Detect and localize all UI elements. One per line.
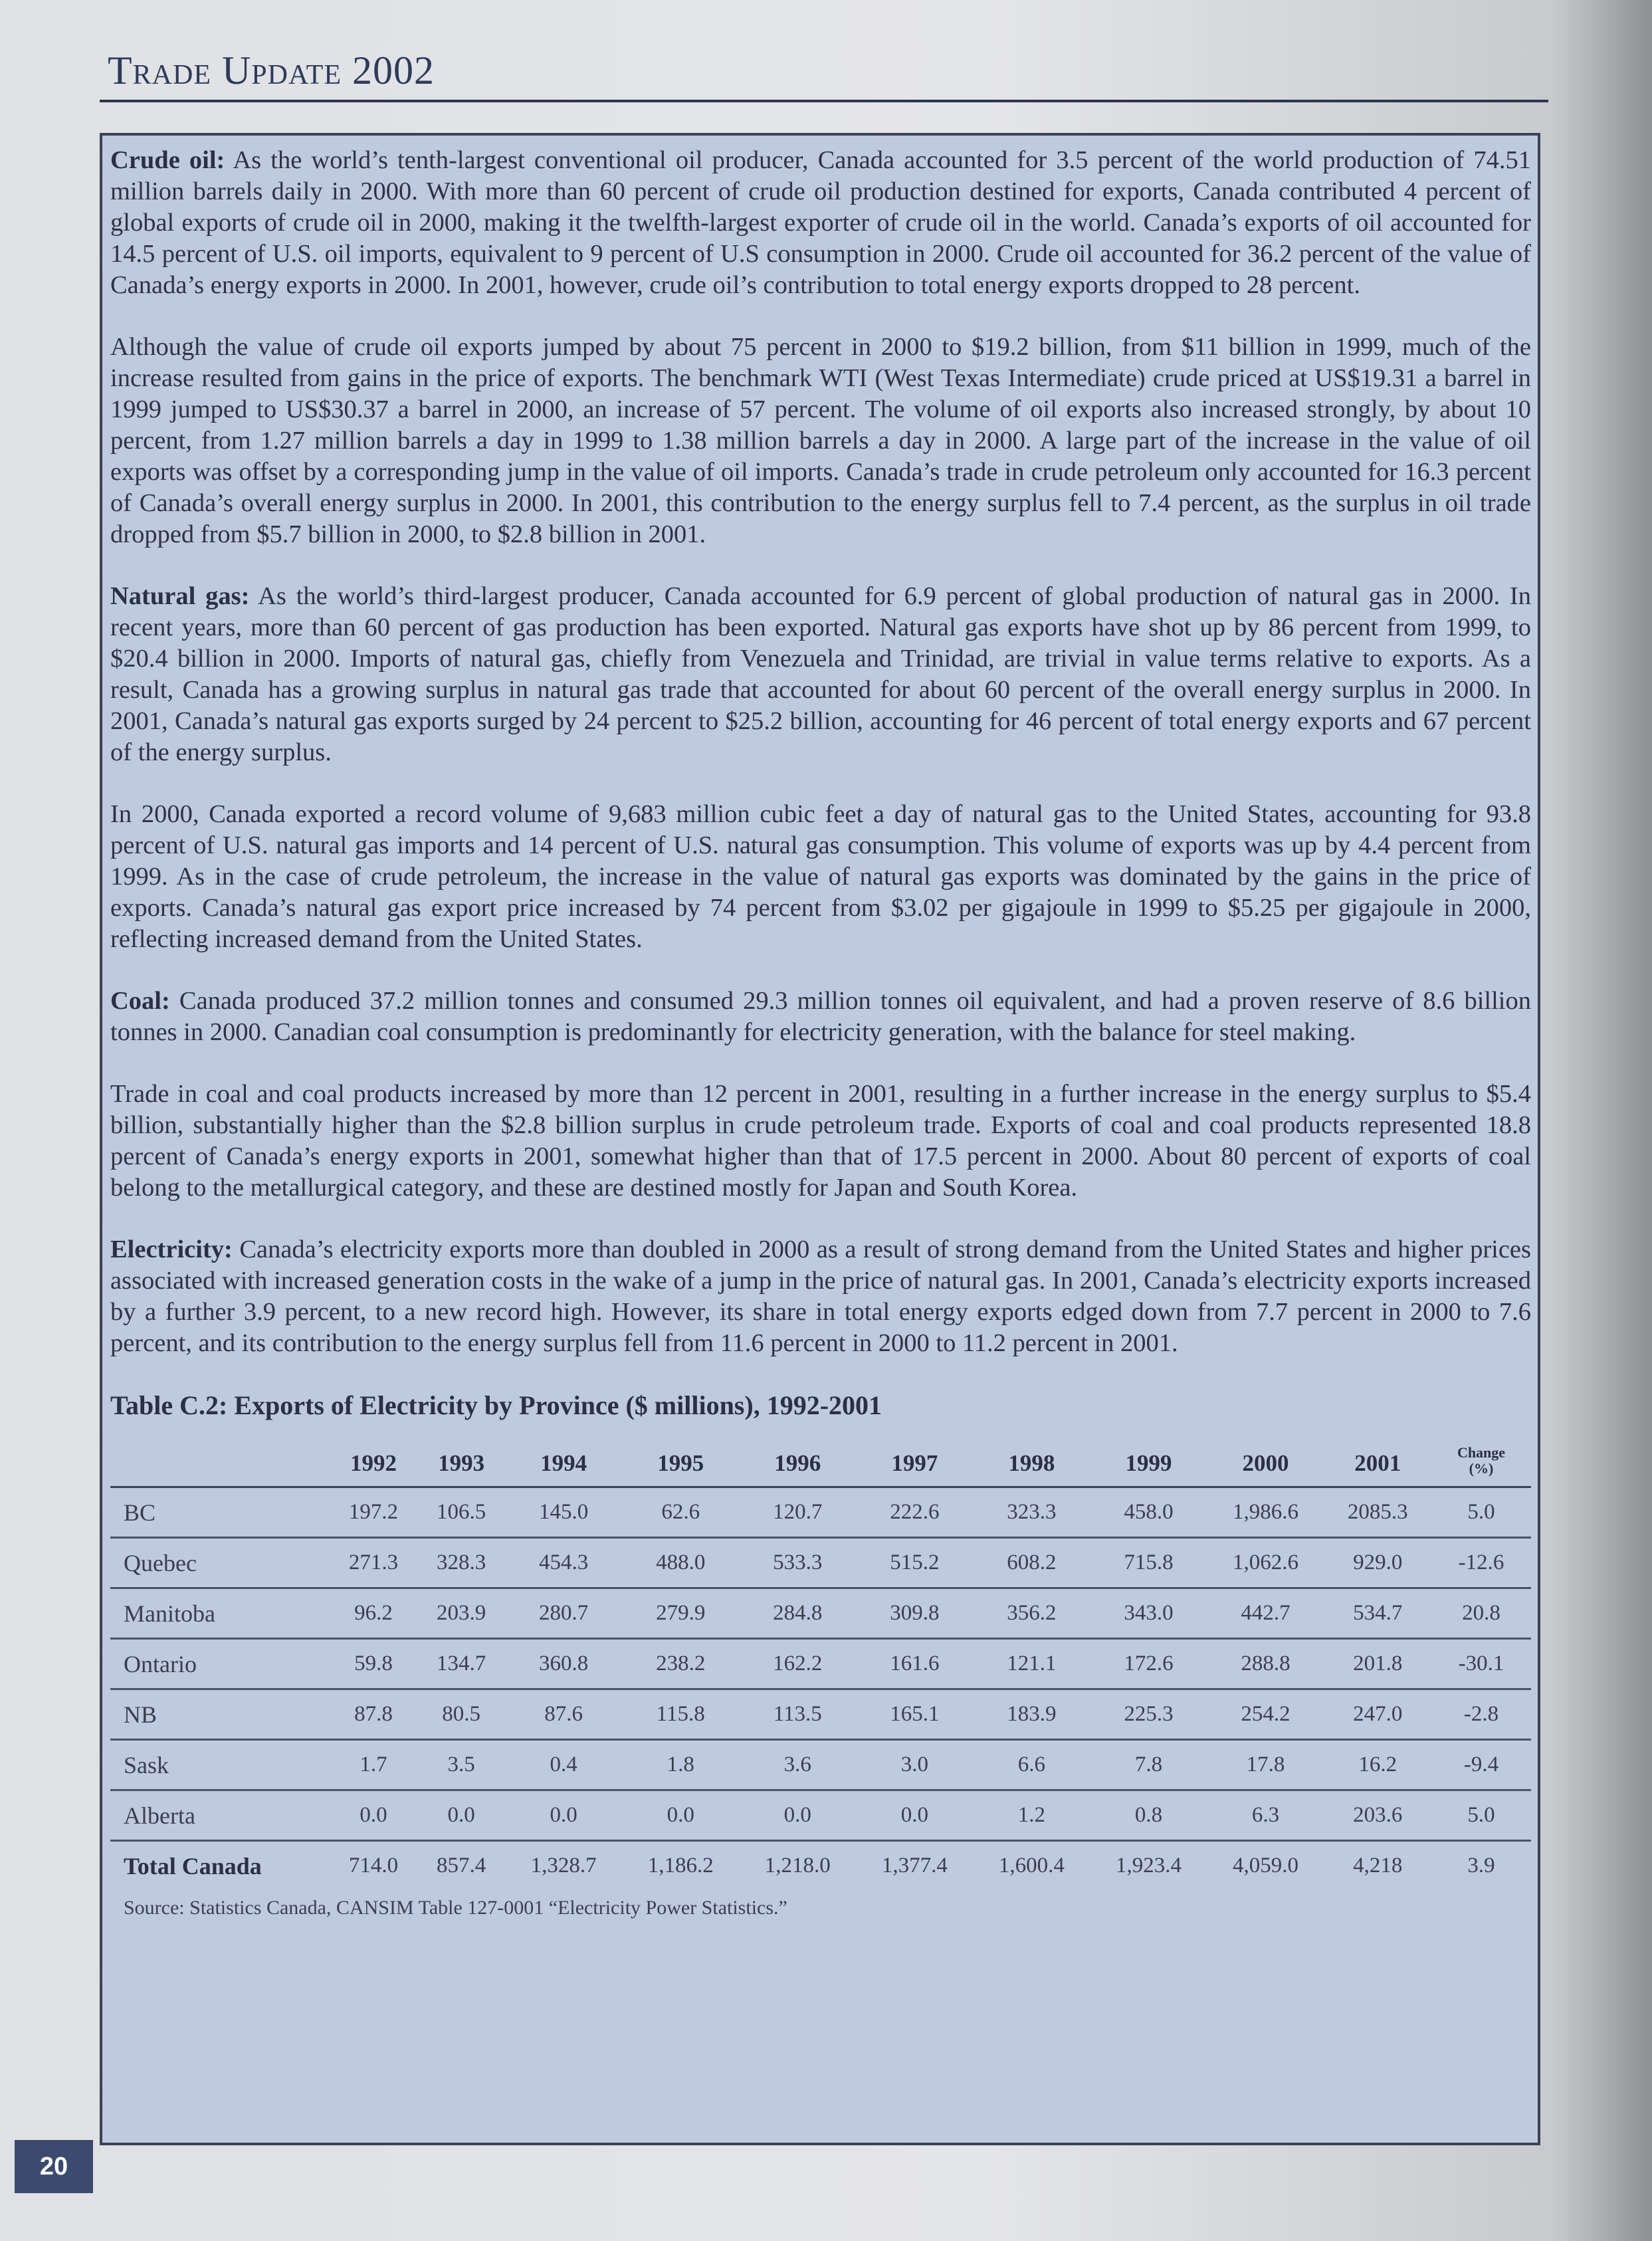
value-cell: 356.2 — [973, 1588, 1090, 1639]
paragraph — [110, 332, 1531, 550]
value-cell: 1,923.4 — [1115, 1854, 1182, 1877]
value-cell: 0.0 — [856, 1790, 973, 1841]
value-cell: 4,059.0 — [1233, 1854, 1298, 1877]
value-cell: 442.7 — [1207, 1588, 1324, 1639]
value-cell: 121.1 — [973, 1639, 1090, 1689]
change-cell: 5.0 — [1431, 1487, 1531, 1538]
column-header: 1998 — [973, 1438, 1090, 1487]
change-header-line: Change — [1457, 1444, 1506, 1461]
table-header-row — [110, 1438, 1531, 1487]
value-cell: 3.5 — [417, 1740, 505, 1790]
value-cell: 1,377.4 — [881, 1854, 948, 1877]
value-cell: 6.6 — [973, 1740, 1090, 1790]
value-cell: 197.2 — [330, 1487, 417, 1538]
paragraph-text: In 2000, Canada exported a record volume of 9,683 million cubic feet a day of natural gas to the United States, accounting for 93.8 percent of U.S. natural gas imports and 14 percent of U.S. natural gas consumption. This volume of exports was up by 4.4 percent from 1999. As in the case of crude petroleum, the increase in the value of natural gas exports was dominated by the gains in the price of exports. Canada’s natural gas export price increased by 74 percent from $3.02 per gigajoule in 1999 to $5.25 per gigajoule in 2000, reflecting increased demand from the United States. — [110, 800, 1531, 953]
value-cell: 309.8 — [856, 1588, 973, 1639]
value-cell: 1,986.6 — [1207, 1487, 1324, 1538]
value-cell: 1,600.4 — [998, 1854, 1065, 1877]
table-corner-cell — [110, 1438, 330, 1487]
value-cell: 87.6 — [505, 1689, 622, 1740]
paragraph-lead: Crude oil: — [110, 146, 225, 174]
value-cell: 4,218 — [1353, 1854, 1403, 1877]
value-cell: 280.7 — [505, 1588, 622, 1639]
column-header: 1992 — [330, 1438, 417, 1487]
value-cell: 161.6 — [856, 1639, 973, 1689]
paragraph-text: Canada produced 37.2 million tonnes and consumed 29.3 million tonnes oil equivalent, and had a proven reserve of 8.6 billion tonnes in 2000. Canadian coal consumption is predominantly for electricity generation, with the balance for steel making. — [110, 987, 1531, 1046]
value-cell: 279.9 — [622, 1588, 739, 1639]
value-cell: 1,062.6 — [1207, 1538, 1324, 1588]
table-title: Table C.2: Exports of Electricity by Province ($ millions), 1992-2001 — [110, 1390, 882, 1420]
table-row — [110, 1538, 1531, 1588]
paragraph-text: Trade in coal and coal products increased by more than 12 percent in 2001, resulting in a further increase in the energy surplus to $5.4 billion, substantially higher than the $2.8 billion surplus in crude petroleum trade. Exports of coal and coal products represented 18.8 percent of Canada’s energy exports in 2001, somewhat higher than that of 17.5 percent in 2000. About 80 percent of exports of coal belong to the metallurgical category, and these are destined mostly for Japan and South Korea. — [110, 1080, 1531, 1202]
value-cell: 715.8 — [1090, 1538, 1207, 1588]
value-cell: 1,186.2 — [647, 1854, 714, 1877]
province-cell: Alberta — [110, 1790, 330, 1841]
change-cell: 5.0 — [1431, 1790, 1531, 1841]
change-cell: -30.1 — [1431, 1639, 1531, 1689]
paragraph — [110, 986, 1531, 1048]
paragraph-text: As the world’s third-largest producer, Canada accounted for 6.9 percent of global production of natural gas in 2000. In recent years, more than 60 percent of gas production has been exported. Natural gas exports have shot up by 86 percent from 1999, to $20.4 billion in 2000. Imports of natural gas, chiefly from Venezuela and Trinidad, are trivial in value terms relative to exports. As a result, Canada has a growing surplus in natural gas trade that accounted for about 60 percent of the overall energy surplus in 2000. In 2001, Canada’s natural gas exports surged by 24 percent to $25.2 billion, accounting for 46 percent of total energy exports and 67 percent of the energy surplus. — [110, 582, 1532, 766]
column-header: 2001 — [1324, 1438, 1431, 1487]
value-cell: 323.3 — [973, 1487, 1090, 1538]
value-cell: 534.7 — [1324, 1588, 1431, 1639]
table-row — [110, 1740, 1531, 1790]
value-cell: 0.0 — [739, 1790, 856, 1841]
value-cell: 238.2 — [622, 1639, 739, 1689]
table-row — [110, 1639, 1531, 1689]
province-cell: BC — [110, 1487, 330, 1538]
value-cell: 3.6 — [739, 1740, 856, 1790]
change-cell: 20.8 — [1431, 1588, 1531, 1639]
paragraph — [110, 1234, 1531, 1359]
value-cell: 6.3 — [1207, 1790, 1324, 1841]
value-cell: 106.5 — [417, 1487, 505, 1538]
value-cell: 0.8 — [1090, 1790, 1207, 1841]
value-cell: 113.5 — [739, 1689, 856, 1740]
value-cell: 284.8 — [739, 1588, 856, 1639]
paragraph-lead: Natural gas: — [110, 582, 250, 610]
running-header: Trade Update 2002 — [108, 49, 435, 92]
paragraph — [110, 1079, 1531, 1204]
paragraph-text: Although the value of crude oil exports jumped by about 75 percent in 2000 to $19.2 billion, from $11 billion in 1999, much of the increase resulted from gains in the price of exports. The benchmark WTI (West Texas Intermediate) crude priced at US$19.31 a barrel in 1999 jumped to US$30.37 a barrel in 2000, an increase of 57 percent. The volume of oil exports also increased strongly, by about 10 percent, from 1.27 million barrels a day in 1999 to 1.38 million barrels a day in 2000. A large part of the increase in the value of oil exports was offset by a corresponding jump in the value of oil imports. Canada’s trade in crude petroleum only accounted for 16.3 percent of Canada’s overall energy surplus in 2000. In 2001, this contribution to the energy surplus fell to 7.4 percent, as the surplus in oil trade dropped from $5.7 billion in 2000, to $2.8 billion in 2001. — [110, 333, 1531, 548]
value-cell: 3.0 — [856, 1740, 973, 1790]
table-source: Source: Statistics Canada, CANSIM Table 127-0001 “Electricity Power Statistics.” — [124, 1897, 787, 1919]
value-cell: 0.0 — [330, 1790, 417, 1841]
value-cell: 515.2 — [856, 1538, 973, 1588]
table-row — [110, 1487, 1531, 1538]
column-header: 1996 — [739, 1438, 856, 1487]
province-cell: Quebec — [110, 1538, 330, 1588]
value-cell: 1.2 — [973, 1790, 1090, 1841]
value-cell: 222.6 — [856, 1487, 973, 1538]
value-cell: 714.0 — [348, 1854, 399, 1877]
value-cell: 254.2 — [1207, 1689, 1324, 1740]
value-cell: 62.6 — [622, 1487, 739, 1538]
province-cell: Total Canada — [124, 1852, 262, 1879]
value-cell: 343.0 — [1090, 1588, 1207, 1639]
value-cell: 134.7 — [417, 1639, 505, 1689]
province-cell: Sask — [110, 1740, 330, 1790]
change-cell: -2.8 — [1431, 1689, 1531, 1740]
paragraph-text: Canada’s electricity exports more than doubled in 2000 as a result of strong demand from the United States and higher prices associated with increased generation costs in the wake of a jump in the price of natural gas. In 2001, Canada’s electricity exports increased by a further 3.9 percent, to a new record high. However, its share in total energy exports edged down from 7.7 percent in 2000 to 7.6 percent, and its contribution to the energy surplus fell from 11.6 percent in 2000 to 11.2 percent in 2001. — [110, 1235, 1531, 1357]
value-cell: 2085.3 — [1324, 1487, 1431, 1538]
column-header-change — [1431, 1438, 1531, 1487]
value-cell: 360.8 — [505, 1639, 622, 1689]
column-header: 1994 — [505, 1438, 622, 1487]
column-header: 1999 — [1090, 1438, 1207, 1487]
value-cell: 162.2 — [739, 1639, 856, 1689]
content-panel — [100, 133, 1540, 2145]
column-header: 1997 — [856, 1438, 973, 1487]
value-cell: 288.8 — [1207, 1639, 1324, 1689]
value-cell: 454.3 — [505, 1538, 622, 1588]
change-cell: 3.9 — [1467, 1854, 1495, 1877]
value-cell: 1,218.0 — [764, 1854, 831, 1877]
value-cell: 87.8 — [330, 1689, 417, 1740]
column-header: 1995 — [622, 1438, 739, 1487]
paragraph-text: As the world’s tenth-largest conventional oil producer, Canada accounted for 3.5 percent of the world production of 74.51 million barrels daily in 2000. With more than 60 percent of crude oil production destined for exports, Canada contributed 4 percent of global exports of crude oil in 2000, making it the twelfth-largest exporter of crude oil in the world. Canada’s exports of oil accounted for 14.5 percent of U.S. oil imports, equivalent to 9 percent of U.S consumption in 2000. Crude oil accounted for 36.2 percent of the value of Canada’s energy exports in 2000. In 2001, however, crude oil’s contribution to total energy exports dropped to 28 percent. — [110, 146, 1531, 299]
paragraph-lead: Coal: — [110, 987, 170, 1015]
electricity-exports-table — [110, 1438, 1531, 1890]
value-cell: 96.2 — [330, 1588, 417, 1639]
value-cell: 80.5 — [417, 1689, 505, 1740]
value-cell: 271.3 — [330, 1538, 417, 1588]
paragraphs — [110, 145, 1531, 1359]
province-cell: NB — [110, 1689, 330, 1740]
province-cell: Manitoba — [110, 1588, 330, 1639]
paragraph — [110, 145, 1531, 301]
table-row — [110, 1790, 1531, 1841]
paragraph-lead: Electricity: — [110, 1235, 233, 1263]
province-cell: Ontario — [110, 1639, 330, 1689]
value-cell: 1,328.7 — [530, 1854, 597, 1877]
value-cell: 115.8 — [622, 1689, 739, 1740]
value-cell: 225.3 — [1090, 1689, 1207, 1740]
change-header-line: (%) — [1469, 1460, 1494, 1477]
value-cell: 203.9 — [417, 1588, 505, 1639]
value-cell: 247.0 — [1324, 1689, 1431, 1740]
value-cell: 59.8 — [330, 1639, 417, 1689]
value-cell: 0.0 — [505, 1790, 622, 1841]
page-number: 20 — [15, 2140, 93, 2193]
table-row — [110, 1588, 1531, 1639]
value-cell: 1.8 — [622, 1740, 739, 1790]
value-cell: 0.4 — [505, 1740, 622, 1790]
value-cell: 857.4 — [436, 1854, 486, 1877]
value-cell: 120.7 — [739, 1487, 856, 1538]
value-cell: 145.0 — [505, 1487, 622, 1538]
table-row — [110, 1689, 1531, 1740]
paragraph — [110, 581, 1531, 768]
value-cell: 458.0 — [1090, 1487, 1207, 1538]
value-cell: 0.0 — [622, 1790, 739, 1841]
value-cell: 203.6 — [1324, 1790, 1431, 1841]
value-cell: 533.3 — [739, 1538, 856, 1588]
value-cell: 608.2 — [973, 1538, 1090, 1588]
table-total-row — [110, 1841, 1531, 1891]
value-cell: 488.0 — [622, 1538, 739, 1588]
value-cell: 183.9 — [973, 1689, 1090, 1740]
value-cell: 17.8 — [1207, 1740, 1324, 1790]
value-cell: 7.8 — [1090, 1740, 1207, 1790]
value-cell: 1.7 — [330, 1740, 417, 1790]
column-header: 2000 — [1207, 1438, 1324, 1487]
table-body — [110, 1487, 1531, 1891]
value-cell: 0.0 — [417, 1790, 505, 1841]
change-cell: -9.4 — [1431, 1740, 1531, 1790]
value-cell: 328.3 — [417, 1538, 505, 1588]
value-cell: 172.6 — [1090, 1639, 1207, 1689]
change-cell: -12.6 — [1431, 1538, 1531, 1588]
value-cell: 929.0 — [1324, 1538, 1431, 1588]
header-rule — [100, 100, 1548, 102]
value-cell: 201.8 — [1324, 1639, 1431, 1689]
value-cell: 16.2 — [1324, 1740, 1431, 1790]
value-cell: 165.1 — [856, 1689, 973, 1740]
paragraph — [110, 799, 1531, 955]
column-header: 1993 — [417, 1438, 505, 1487]
